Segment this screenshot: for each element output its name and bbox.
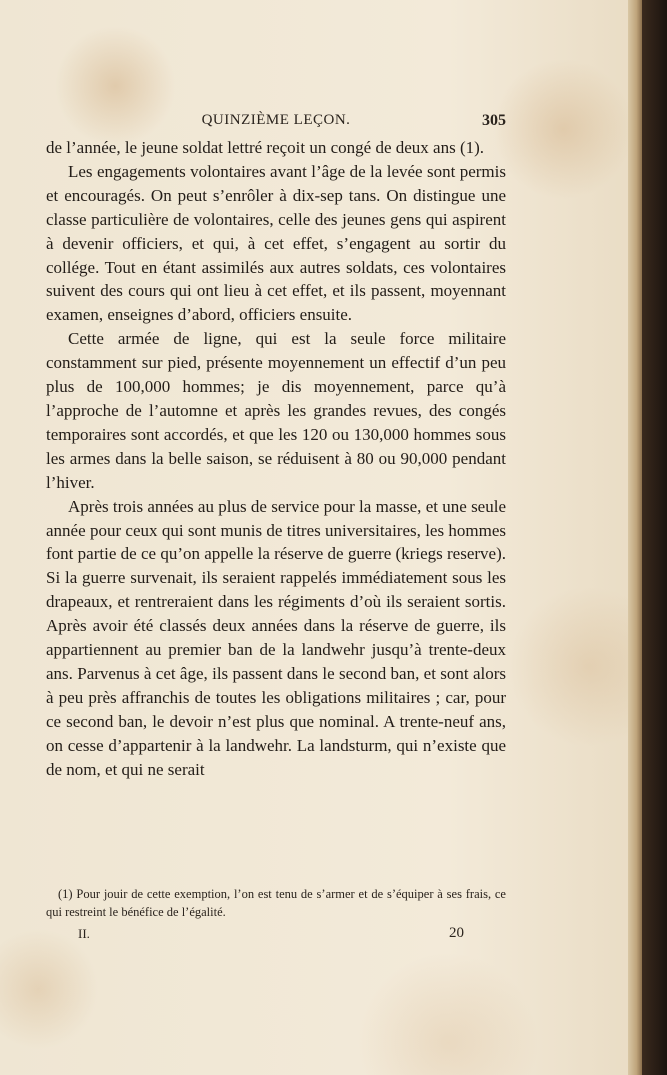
- paragraph-3: Cette armée de ligne, qui est la seule force militaire constamment sur pied, présente moyennement un effectif d’un peu plus de 100,000 hommes; je dis moyennement, parce qu’à l’approche de l’automne et après les grandes revues, des congés temporaires sont accordés, et que les 120 ou 130,000 hommes sous les armes dans la belle saison, se réduisent à 80 ou 90,000 pendant l’hiver.: [46, 329, 506, 492]
- paragraph-2: Les engagements volontaires avant l’âge de la levée sont permis et encouragés. On peut s’enrôler à dix-sep tans. On distingue une classe particulière de volontaires, celle des jeunes gens qui aspirent à devenir officiers, et qui, à cet effet, s’engagent au sortir du collége. Tout en étant assimilés aux autres soldats, ces volontaires suivent des cours qui ont lieu à cet effet, et ils passent, moyennant examen, enseignes d’abord, officiers ensuite.: [46, 161, 506, 325]
- volume-mark: II.: [78, 926, 90, 941]
- page-header: [46, 112, 506, 134]
- footnote-1: (1) Pour jouir de cette exemption, l’on est tenu de s’armer et de s’équiper à ses frais, ce qui restreint le bénéfice de l’égalité.: [46, 887, 506, 919]
- paragraph-1: de l’année, le jeune soldat lettré reçoit un congé de deux ans (1).: [46, 138, 485, 157]
- signature-number: 20: [449, 925, 464, 941]
- running-head: QUINZIÈME LEÇON.: [201, 112, 351, 128]
- paragraph-4: Après trois années au plus de service pour la masse, et une seule année pour ceux qui sont munis de titres universitaires, les hommes font partie de ce qu’on appelle la réserve de guerre (kriegs reserve). Si la guerre survenait, ils seraient rappelés immédiatement sous les drapeaux, et rentreraient dans les régiments d’où ils seraient sortis. Après avoir été classés deux années dans la réserve de guerre, ils appartiennent au premier ban de la landwehr jusqu’à trente-deux ans. Parvenus à cet âge, ils passent dans le second ban, et sont alors à peu près affranchis de toutes les obligations militaires ; car, pour ce second ban, le devoir n’est plus que nominal. A trente-neuf ans, on cesse d’appartenir à la landwehr. La landsturm, qui n’existe que de nom, et qui ne serait: [46, 496, 506, 779]
- page-number: 305: [482, 112, 506, 129]
- footnotes: [46, 885, 506, 921]
- page-edge: [628, 0, 642, 1075]
- body-text: [46, 136, 506, 781]
- book-spine: [642, 0, 667, 1075]
